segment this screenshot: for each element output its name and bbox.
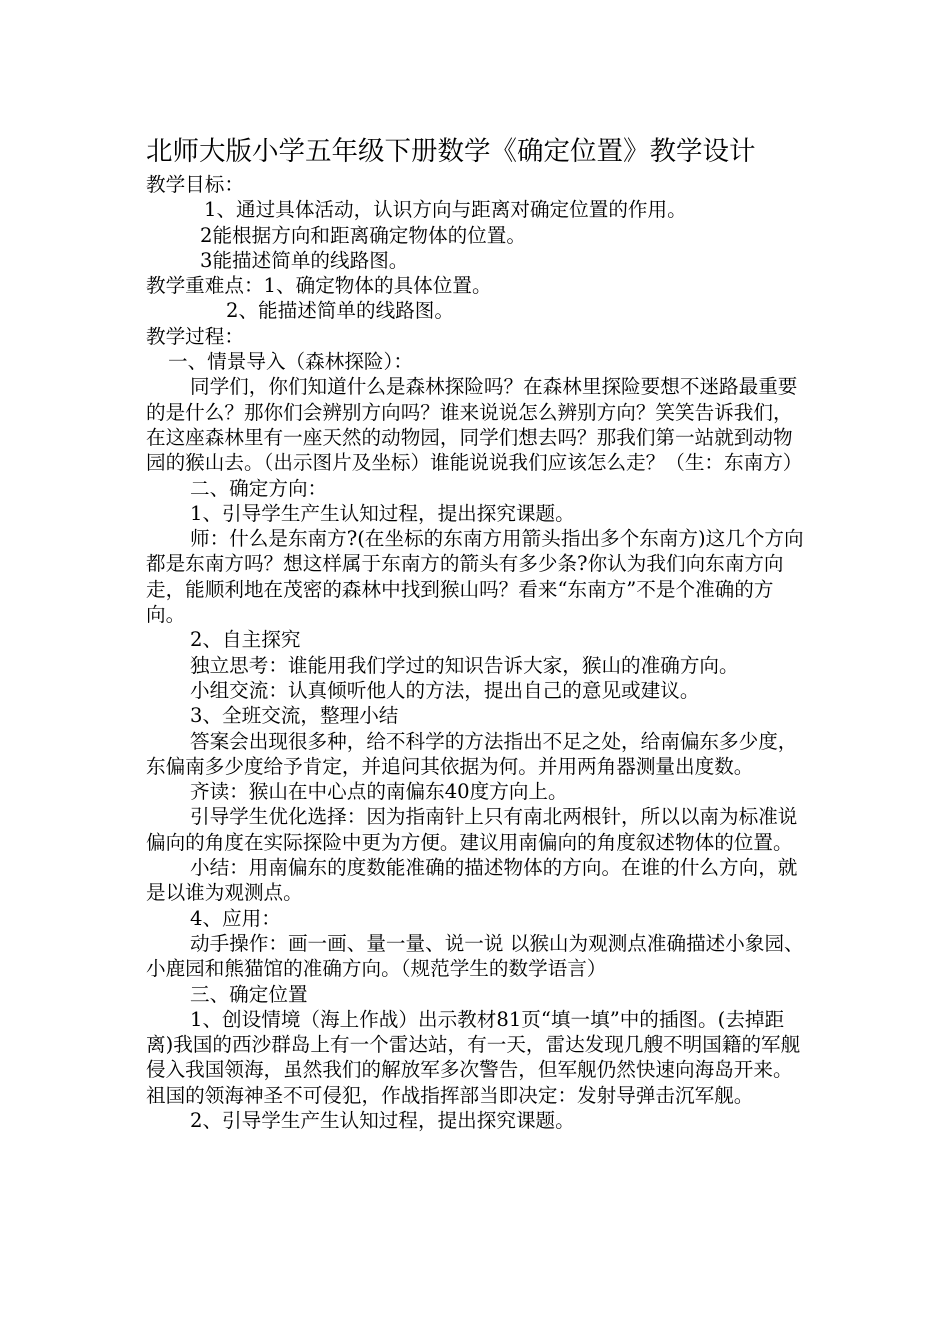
paragraph: 1、引导学生产生认知过程，提出探究课题。 [190,501,575,525]
paragraph: 三、确定位置 [190,982,308,1006]
paragraph: 引导学生优化选择：因为指南针上只有南北两根针，所以以南为标准说偏向的角度在实际探险中更为方便。建议用南偏向的角度叙述物体的位置。 [146,805,798,854]
paragraph: 教学目标： [146,173,244,196]
paragraph: 4、应用： [190,906,281,930]
paragraph: 师：什么是东南方?(在坐标的东南方用箭头指出多个东南方)这几个方向都是东南方吗？想这样属于东南方的箭头有多少条?你认为我们向东南方向走，能顺利地在茂密的森林中找到猴山吗？看来“东南方”不是个准确的方向。 [146,527,804,627]
paragraph: 2能根据方向和距离确定物体的位置。 [200,223,526,247]
paragraph: 教学过程： [146,324,244,348]
paragraph: 小结：用南偏东的度数能准确的描述物体的方向。在谁的什么方向，就是以谁为观测点。 [146,856,798,905]
paragraph: 教学重难点：1、确定物体的具体位置。 [146,274,492,298]
paragraph: 二、确定方向： [190,476,328,500]
paragraph: 小组交流：认真倾听他人的方法，提出自己的意见或建议。 [190,678,700,702]
paragraph: 动手操作：画一画、量一量、说一说 以猴山为观测点准确描述小象园、小鹿园和熊猫馆的准确方向。（规范学生的数学语言） [146,931,804,981]
document-body [146,172,808,1133]
paragraph: 1、通过具体活动，认识方向与距离对确定位置的作用。 [204,198,687,222]
document-title: 北师大版小学五年级下册数学《确定位置》教学设计 [146,136,756,167]
paragraph: 2、引导学生产生认知过程，提出探究课题。 [190,1108,575,1132]
paragraph: 答案会出现很多种，给不科学的方法指出不足之处，给南偏东多少度，东偏南多少度给予肯定，并追问其依据为何。并用两角器测量出度数。 [146,729,798,778]
paragraph: 3能描述简单的线路图。 [200,248,409,272]
paragraph: 2、能描述简单的线路图。 [226,299,454,323]
paragraph: 1、创设情境（海上作战）出示教材81页“填一填”中的插图。(去掉距离)我国的西沙群岛上有一个雷达站，有一天，雷达发现几艘不明国籍的军舰侵入我国领海，虽然我们的解放军多次警告，但军舰仍然快速向海岛开来。祖国的领海神圣不可侵犯，作战指挥部当即决定：发射导弹击沉军舰。 [146,1007,801,1107]
paragraph: 同学们，你们知道什么是森林探险吗？在森林里探险要想不迷路最重要的是什么？那你们会辨别方向吗？谁来说说怎么辨别方向？笑笑告诉我们，在这座森林里有一座天然的动物园，同学们想去吗？那我们第一站就到动物园的猴山去。（出示图片及坐标）谁能说说我们应该怎么走？（生：东南方） [146,375,803,475]
paragraph: 独立思考：谁能用我们学过的知识告诉大家，猴山的准确方向。 [190,653,739,677]
paragraph: 2、自主探究 [190,628,301,652]
paragraph: 3、全班交流，整理小结 [190,704,399,728]
paragraph: 一、情景导入（森林探险）： [168,350,413,374]
paragraph: 齐读：猴山在中心点的南偏东40度方向上。 [190,780,568,804]
